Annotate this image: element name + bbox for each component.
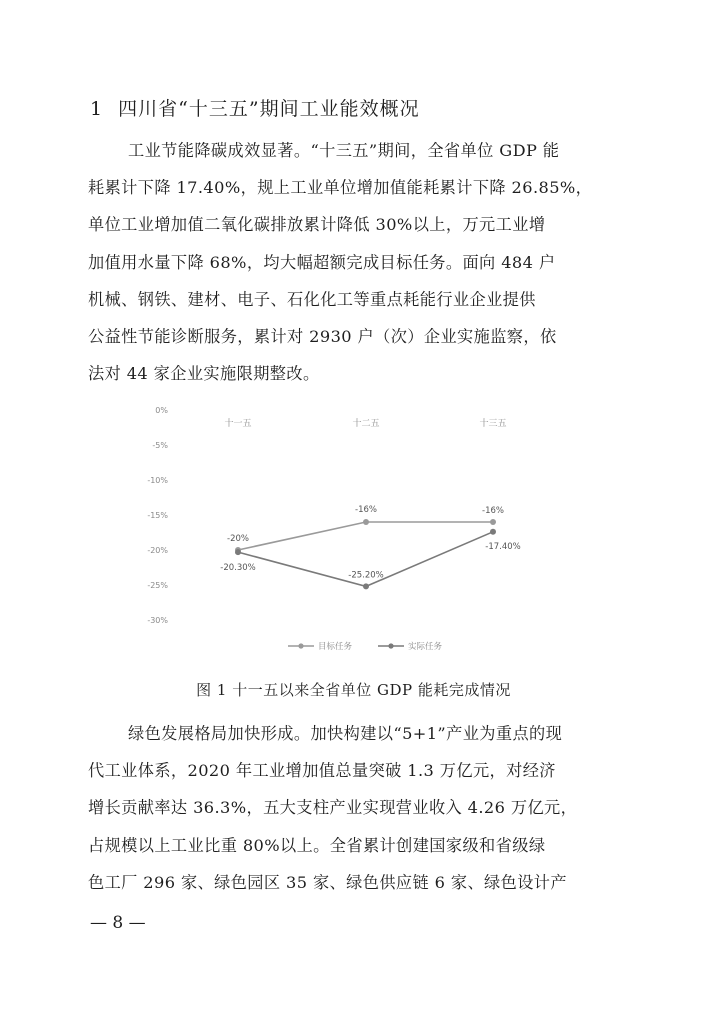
paragraph-energy-efficiency [88,132,628,392]
y-tick-label: -25% [147,581,168,590]
y-tick-label: -10% [147,476,168,485]
chart-canvas [138,400,558,660]
y-tick-label: -30% [147,616,168,625]
x-category-label: 十三五 [479,419,507,429]
paragraph-line: 色工厂 296 家、绿色园区 35 家、绿色供应链 6 家、绿色设计产 [88,872,567,892]
data-point [490,519,496,525]
x-category-label: 十一五 [224,419,252,429]
data-label: -17.40% [485,541,521,552]
paragraph-line: 工业节能降碳成效显著。“十三五”期间，全省单位 GDP 能 [128,141,560,160]
section-number: 1 [90,98,104,120]
gdp-energy-consumption-chart [138,400,558,660]
data-point [363,519,369,525]
figure-caption: 图 1 十一五以来全省单位 GDP 能耗完成情况 [196,681,511,699]
data-point [363,583,369,589]
paragraph-line: 单位工业增加值二氧化碳排放累计降低 30%以上，万元工业增 [88,215,546,235]
legend-swatch-marker [388,643,393,648]
legend-label: 实际任务 [408,642,443,652]
x-category-label: 十二五 [352,419,380,429]
series-line [238,522,493,550]
paragraph-line: 增长贡献率达 36.3%，五大支柱产业实现营业收入 4.26 万亿元， [88,798,578,818]
paragraph-line: 耗累计下降 17.40%，规上工业单位增加值能耗累计下降 26.85%， [88,178,593,198]
data-label: -25.20% [348,570,384,581]
paragraph-line: 公益性节能诊断服务，累计对 2930 户（次）企业实施监察，依 [88,327,557,347]
data-label: -16% [355,505,377,515]
paragraph-line: 代工业体系，2020 年工业增加值总量突破 1.3 万亿元，对经济 [88,761,556,781]
y-tick-label: -15% [147,511,168,520]
y-tick-label: -5% [152,441,168,450]
paragraph-line: 占规模以上工业比重 80%以上。全省累计创建国家级和省级绿 [88,835,546,855]
paragraph-line: 法对 44 家企业实施限期整改。 [88,364,320,384]
legend-label: 目标任务 [318,642,353,652]
data-label: -20% [227,534,249,544]
data-label: -20.30% [220,563,256,574]
y-tick-label: -20% [147,546,168,555]
section-heading [90,94,420,121]
legend-swatch-marker [298,643,303,648]
y-tick-label: 0% [155,406,168,415]
data-point [235,549,241,555]
data-point [490,529,496,535]
paragraph-line: 机械、钢铁、建材、电子、石化化工等重点耗能行业企业提供 [88,289,536,309]
data-label: -16% [482,506,504,516]
paragraph-green-development [88,715,628,901]
page-number: — 8 — [90,913,146,933]
section-title: 四川省“十三五”期间工业能效概况 [118,98,420,120]
paragraph-line: 绿色发展格局加快形成。加快构建以“5+1”产业为重点的现 [128,724,563,743]
paragraph-line: 加值用水量下降 68%，均大幅超额完成目标任务。面向 484 户 [88,252,556,272]
